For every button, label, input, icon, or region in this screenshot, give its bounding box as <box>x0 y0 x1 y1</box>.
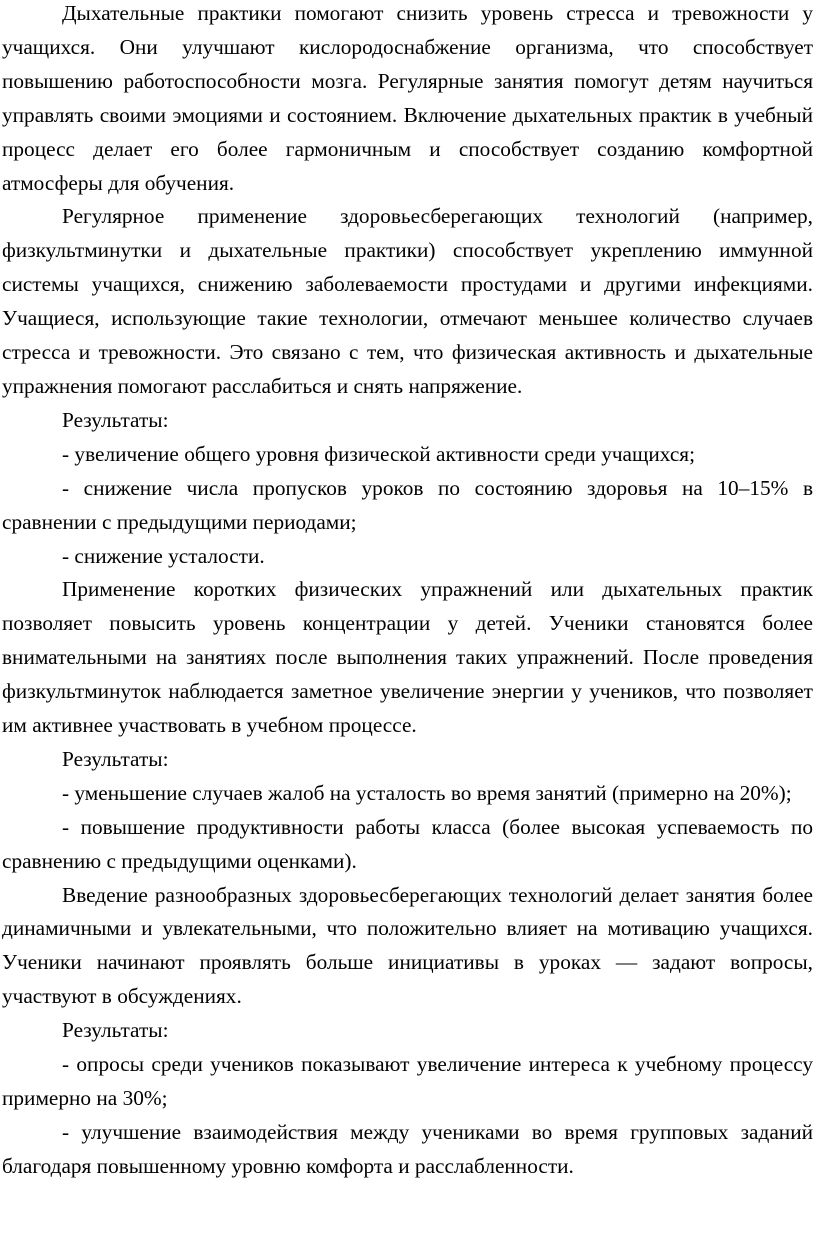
paragraph-breathing-practices: Дыхательные практики помогают снизить уровень стресса и тревожности у учащихся. Они улучшают кислородоснабжение организма, что способствует повышению работоспособности мозга. Регулярные занятия помогут детям научиться управлять своими эмоциями и состоянием. Включение дыхательных практик в учебный процесс делает его более гармоничным и способствует созданию комфортной атмосферы для обучения. <box>2 1 813 195</box>
results-heading-1: Результаты: <box>62 407 169 432</box>
result-item-complaints: - уменьшение случаев жалоб на усталость во время занятий (примерно на 20%); <box>62 780 792 805</box>
paragraph-health-technologies: Регулярное применение здоровьесберегающих технологий (например, физкультминутки и дыхательные практики) способствует укреплению иммунной системы учащихся, снижению заболеваемости простудами и другими инфекциями. Учащиеся, использующие такие технологии, отмечают меньшее количество случаев стресса и тревожности. Это связано с тем, что физическая активность и дыхательные упражнения помогают расслабиться и снять напряжение. <box>2 204 813 398</box>
results-heading-2: Результаты: <box>62 746 169 771</box>
result-item-absences: - снижение числа пропусков уроков по состоянию здоровья на 10–15% в сравнении с предыдущими периодами; <box>2 475 813 534</box>
result-item-productivity: - повышение продуктивности работы класса (более высокая успеваемость по сравнению с предыдущими оценками). <box>2 814 813 873</box>
paragraph-motivation: Введение разнообразных здоровьесберегающих технологий делает занятия более динамичными и увлекательными, что положительно влияет на мотивацию учащихся. Ученики начинают проявлять больше инициативы в уроках — задают вопросы, участвуют в обсуждениях. <box>2 882 813 1009</box>
result-item-interaction: - улучшение взаимодействия между учениками во время групповых заданий благодаря повышенному уровню комфорта и расслабленности. <box>2 1119 813 1178</box>
results-heading-3: Результаты: <box>62 1018 169 1043</box>
result-item-fatigue: - снижение усталости. <box>62 543 265 568</box>
result-item-interest: - опросы среди учеников показывают увеличение интереса к учебному процессу примерно на 30%; <box>2 1052 813 1110</box>
paragraph-concentration: Применение коротких физических упражнений или дыхательных практик позволяет повысить уровень концентрации у детей. Ученики становятся более внимательными на занятиях после выполнения таких упражнений. После проведения физкультминуток наблюдается заметное увеличение энергии у учеников, что позволяет им активнее участвовать в учебном процессе. <box>2 577 813 738</box>
result-item-activity: - увеличение общего уровня физической активности среди учащихся; <box>62 441 695 466</box>
